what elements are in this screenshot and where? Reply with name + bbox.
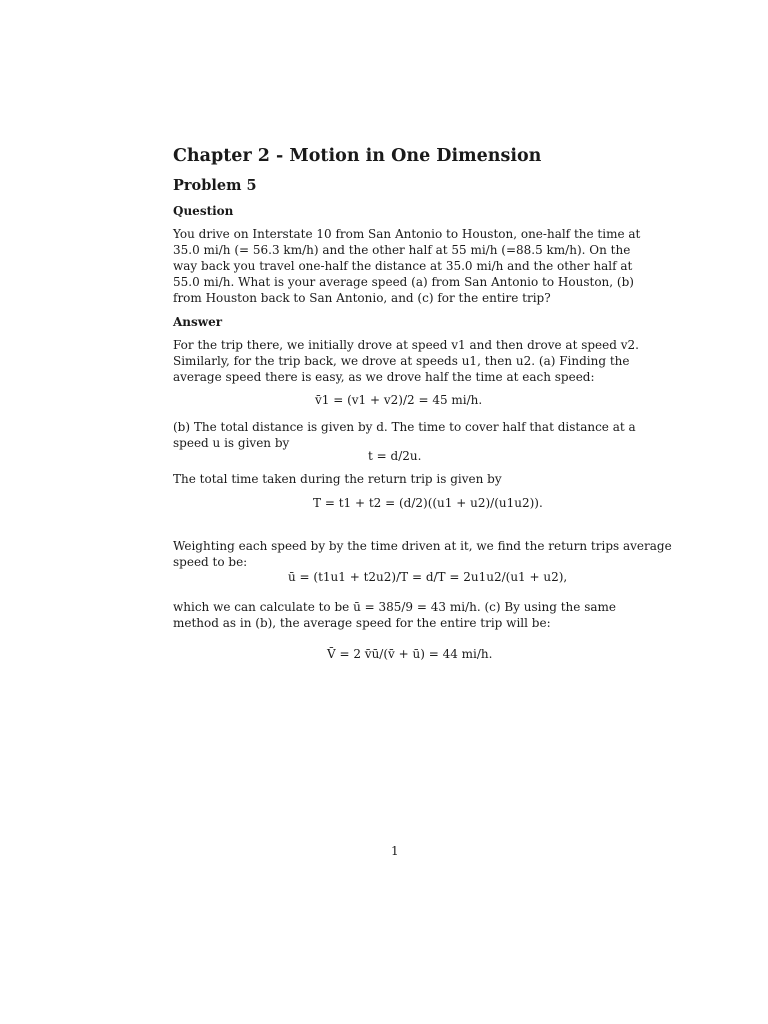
problem-title: Problem 5: [173, 177, 257, 194]
answer-intro-paragraph: [173, 337, 639, 385]
page-number: 1: [391, 844, 399, 858]
question-line: way back you travel one-half the distance at 35.0 mi/h and the other half at: [173, 259, 633, 273]
total-time-paragraph: [173, 471, 616, 487]
question-line: You drive on Interstate 10 from San Antonio to Houston, one-half the time at: [173, 227, 641, 241]
total-time-line: The total time taken during the return trip is given by: [173, 472, 502, 486]
equation-return-average: ū = (t1u1 + t2u2)/T = d/T = 2u1u2/(u1 + u2),: [288, 570, 568, 584]
answer-intro-line: For the trip there, we initially drove at speed v1 and then drove at speed v2.: [173, 338, 639, 352]
question-line: 35.0 mi/h (= 56.3 km/h) and the other half at 55 mi/h (=88.5 km/h). On the: [173, 243, 631, 257]
calculation-paragraph: [173, 599, 616, 631]
part-b-paragraph: [173, 419, 636, 451]
equation-total-time: T = t1 + t2 = (d/2)((u1 + u2)/(u1u2)).: [313, 496, 543, 510]
question-paragraph: [173, 226, 641, 306]
question-line: from Houston back to San Antonio, and (c) for the entire trip?: [173, 291, 551, 305]
weighting-paragraph: [173, 538, 672, 570]
equation-entire-trip: V̄ = 2 v̄ū/(v̄ + ū) = 44 mi/h.: [327, 647, 493, 661]
answer-intro-line: average speed there is easy, as we drove half the time at each speed:: [173, 370, 595, 384]
weighting-line: Weighting each speed by by the time driven at it, we find the return trips average: [173, 539, 672, 553]
part-b-line: (b) The total distance is given by d. The time to cover half that distance at a: [173, 420, 636, 434]
answer-intro-line: Similarly, for the trip back, we drove at speeds u1, then u2. (a) Finding the: [173, 354, 630, 368]
question-line: 55.0 mi/h. What is your average speed (a) from San Antonio to Houston, (b): [173, 275, 634, 289]
chapter-title: Chapter 2 - Motion in One Dimension: [173, 146, 542, 166]
equation-average-speed-there: v̄1 = (v1 + v2)/2 = 45 mi/h.: [315, 393, 483, 407]
answer-heading: Answer: [173, 315, 223, 329]
calculation-line: method as in (b), the average speed for the entire trip will be:: [173, 616, 551, 630]
weighting-line: speed to be:: [173, 555, 248, 569]
equation-time: t = d/2u.: [368, 449, 422, 463]
calculation-line: which we can calculate to be ū = 385/9 = 43 mi/h. (c) By using the same: [173, 600, 616, 614]
question-heading: Question: [173, 204, 234, 218]
part-b-line: speed u is given by: [173, 436, 290, 450]
